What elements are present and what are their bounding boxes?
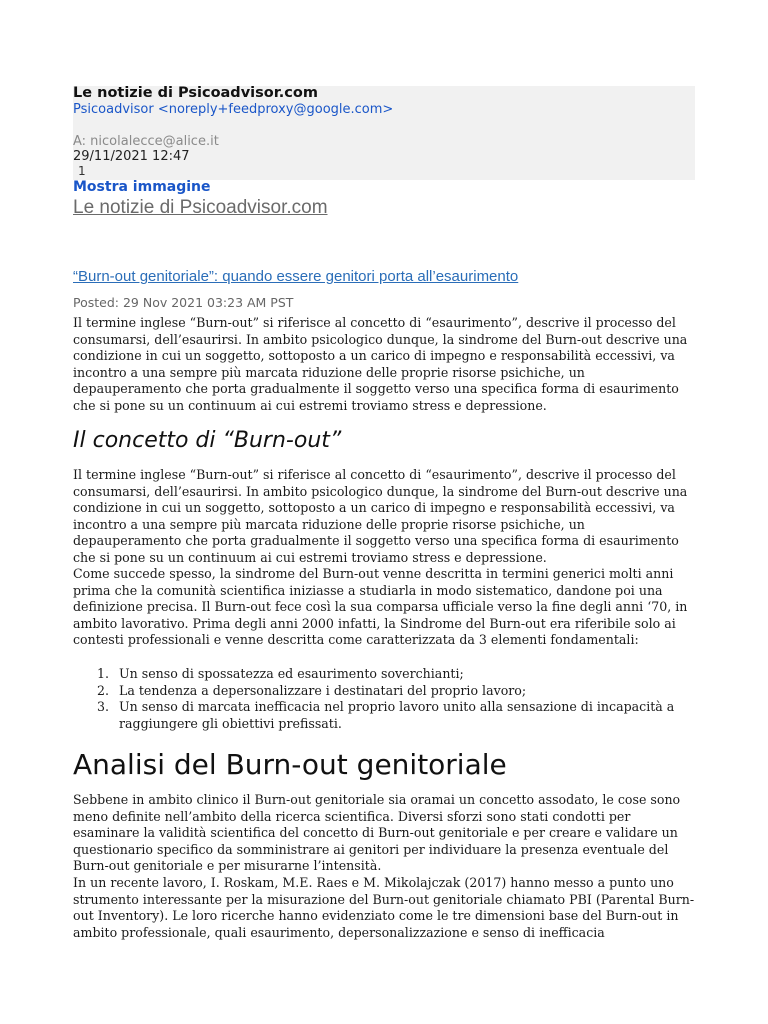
concept-paragraph-2: Come succede spesso, la sindrome del Burn-out venne descritta in termini generici molti anni prima che la comunità scientifica iniziasse a studiarla in modo sistematico, dandone poi una definizione precisa. Il Burn-out fece così la sua comparsa ufficiale verso la fine degli anni ‘70, in ambito lavorativo. Prima degli anni 2000 infatti, la Sindrome del Burn-out era riferibile solo ai contesti professionali e venne descritta come caratterizzata da 3 elementi fondamentali: — [73, 566, 688, 648]
list-text: Un senso di marcata inefficacia nel proprio lavoro unito alla sensazione di incapacità a raggiungere gli obiettivi prefissati. — [119, 699, 675, 731]
list-text: La tendenza a depersonalizzare i destinatari del proprio lavoro; — [119, 682, 527, 698]
list-item — [73, 699, 695, 732]
show-images-link[interactable]: Mostra immagine — [73, 179, 211, 195]
list-text: Un senso di spossatezza ed esaurimento soverchianti; — [119, 666, 464, 681]
analysis-paragraph-1: Sebbene in ambito clinico il Burn-out genitoriale sia oramai un concetto assodato, le cose sono meno definite nell’ambito della ricerca scientifica. Diversi sforzi sono stati condotti per esaminare la validità scientifica del concetto di Burn-out genitoriale e per creare e validare un questionario specifico da somministrare ai genitori per individuare la presenza eventuale del Burn-out genitoriale e per misurarne l’intensità. — [73, 792, 681, 874]
list-number: 2. — [97, 682, 110, 698]
email-count: 1 — [78, 164, 86, 178]
list-number: 3. — [97, 699, 110, 715]
email-subject: Le notizie di Psicoadvisor.com — [73, 85, 318, 101]
section-heading-concept: Il concetto di “Burn-out” — [73, 428, 342, 453]
email-sender[interactable]: Psicoadvisor <noreply+feedproxy@google.com> — [73, 102, 394, 117]
email-date: 29/11/2021 12:47 — [73, 149, 190, 164]
email-recipient: A: nicolalecce@alice.it — [73, 134, 219, 149]
list-number: 1. — [97, 666, 110, 681]
section-heading-analysis: Analisi del Burn-out genitoriale — [73, 748, 507, 781]
list-item — [73, 683, 695, 700]
post-title-link[interactable]: “Burn-out genitoriale”: quando essere genitori porta all’esaurimento — [73, 268, 519, 285]
intro-paragraph: Il termine inglese “Burn-out” si riferisce al concetto di “esaurimento”, descrive il processo del consumarsi, dell’esaurirsi. In ambito psicologico dunque, la sindrome del Burn-out descrive una condizione in cui un soggetto, sottoposto a un carico di impegno e responsabilità eccessivi, va incontro a una sempre più marcata riduzione delle proprie risorse psichiche, un depauperamento che porta gradualmente il soggetto verso una specifica forma di esaurimento che si pone su un continuum ai cui estremi troviamo stress e depressione. — [73, 315, 688, 413]
concept-paragraph-1: Il termine inglese “Burn-out” si riferisce al concetto di “esaurimento”, descrive il processo del consumarsi, dell’esaurirsi. In ambito psicologico dunque, la sindrome del Burn-out descrive una condizione in cui un soggetto, sottoposto a un carico di impegno e responsabilità eccessivi, va incontro a una sempre più marcata riduzione delle proprie risorse psichiche, un depauperamento che porta gradualmente il soggetto verso una specifica forma di esaurimento che si pone su un continuum ai cui estremi troviamo stress e depressione. — [73, 467, 688, 565]
burnout-elements-list — [73, 666, 695, 732]
post-date: Posted: 29 Nov 2021 03:23 AM PST — [73, 295, 294, 310]
list-item — [73, 666, 695, 683]
site-title-link[interactable]: Le notizie di Psicoadvisor.com — [73, 197, 328, 218]
analysis-paragraph-2: In un recente lavoro, I. Roskam, M.E. Raes e M. Mikolajczak (2017) hanno messo a punto uno strumento interessante per la misurazione del Burn-out genitoriale chiamato PBI (Parental Burn-out Inventory). Le loro ricerche hanno evidenziato come le tre dimensioni base del Burn-out in ambito professionale, quali esaurimento, depersonalizzazione e senso di inefficacia — [73, 875, 695, 940]
